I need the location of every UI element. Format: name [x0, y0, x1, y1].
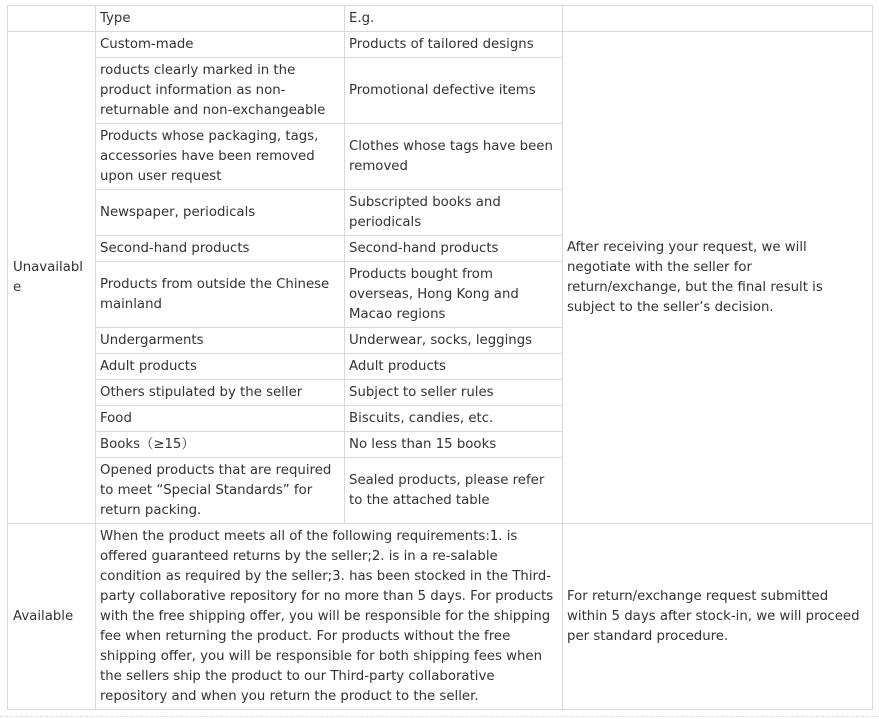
type-cell: Food [96, 406, 345, 432]
type-cell: Newspaper, periodicals [96, 190, 345, 236]
unavailable-note: After receiving your request, we will negotiate with the seller for return/exchange, but the final result is subject to the seller’s decision. [563, 32, 873, 524]
example-cell: Subscripted books and periodicals [345, 190, 563, 236]
type-cell: roducts clearly marked in the product information as non-returnable and non-exchangeable [96, 58, 345, 124]
table-row-available [8, 524, 873, 710]
type-cell: Opened products that are required to meet “Special Standards” for return packing. [96, 458, 345, 524]
available-condition: When the product meets all of the following requirements:1. is offered guaranteed returns by the seller;2. is in a re-salable condition as required by the seller;3. has been stocked in the Third-party collaborative repository for no more than 5 days. For products with the free shipping offer, you will be responsible for the shipping fee when returning the product. For products without the free shipping offer, you will be responsible for both shipping fees when the sellers ship the product to our Third-party collaborative repository and when you return the product to the seller. [96, 524, 563, 710]
example-cell: Adult products [345, 354, 563, 380]
type-cell: Products from outside the Chinese mainland [96, 262, 345, 328]
example-cell: Sealed products, please refer to the attached table [345, 458, 563, 524]
group-label-unavailable: Unavailable [8, 32, 96, 524]
type-cell: Undergarments [96, 328, 345, 354]
example-cell: Clothes whose tags have been removed [345, 124, 563, 190]
example-cell: Underwear, socks, leggings [345, 328, 563, 354]
example-cell: Second-hand products [345, 236, 563, 262]
type-cell: Others stipulated by the seller [96, 380, 345, 406]
type-cell: Second-hand products [96, 236, 345, 262]
type-cell: Custom-made [96, 32, 345, 58]
header-cell-blank-right [563, 6, 873, 32]
header-cell-blank-left [8, 6, 96, 32]
type-cell: Books（≥15） [96, 432, 345, 458]
header-row [8, 6, 873, 32]
available-note: For return/exchange request submitted within 5 days after stock-in, we will proceed per standard procedure. [563, 524, 873, 710]
header-cell-example: E.g. [345, 6, 563, 32]
type-cell: Adult products [96, 354, 345, 380]
example-cell: Subject to seller rules [345, 380, 563, 406]
example-cell: Products bought from overseas, Hong Kong and Macao regions [345, 262, 563, 328]
example-cell: Promotional defective items [345, 58, 563, 124]
example-cell: Products of tailored designs [345, 32, 563, 58]
type-cell: Products whose packaging, tags, accessories have been removed upon user request [96, 124, 345, 190]
group-label-available: Available [8, 524, 96, 710]
example-cell: Biscuits, candies, etc. [345, 406, 563, 432]
return-policy-table [7, 5, 873, 710]
example-cell: No less than 15 books [345, 432, 563, 458]
table-row [8, 32, 873, 58]
header-cell-type: Type [96, 6, 345, 32]
bottom-divider [0, 716, 879, 717]
